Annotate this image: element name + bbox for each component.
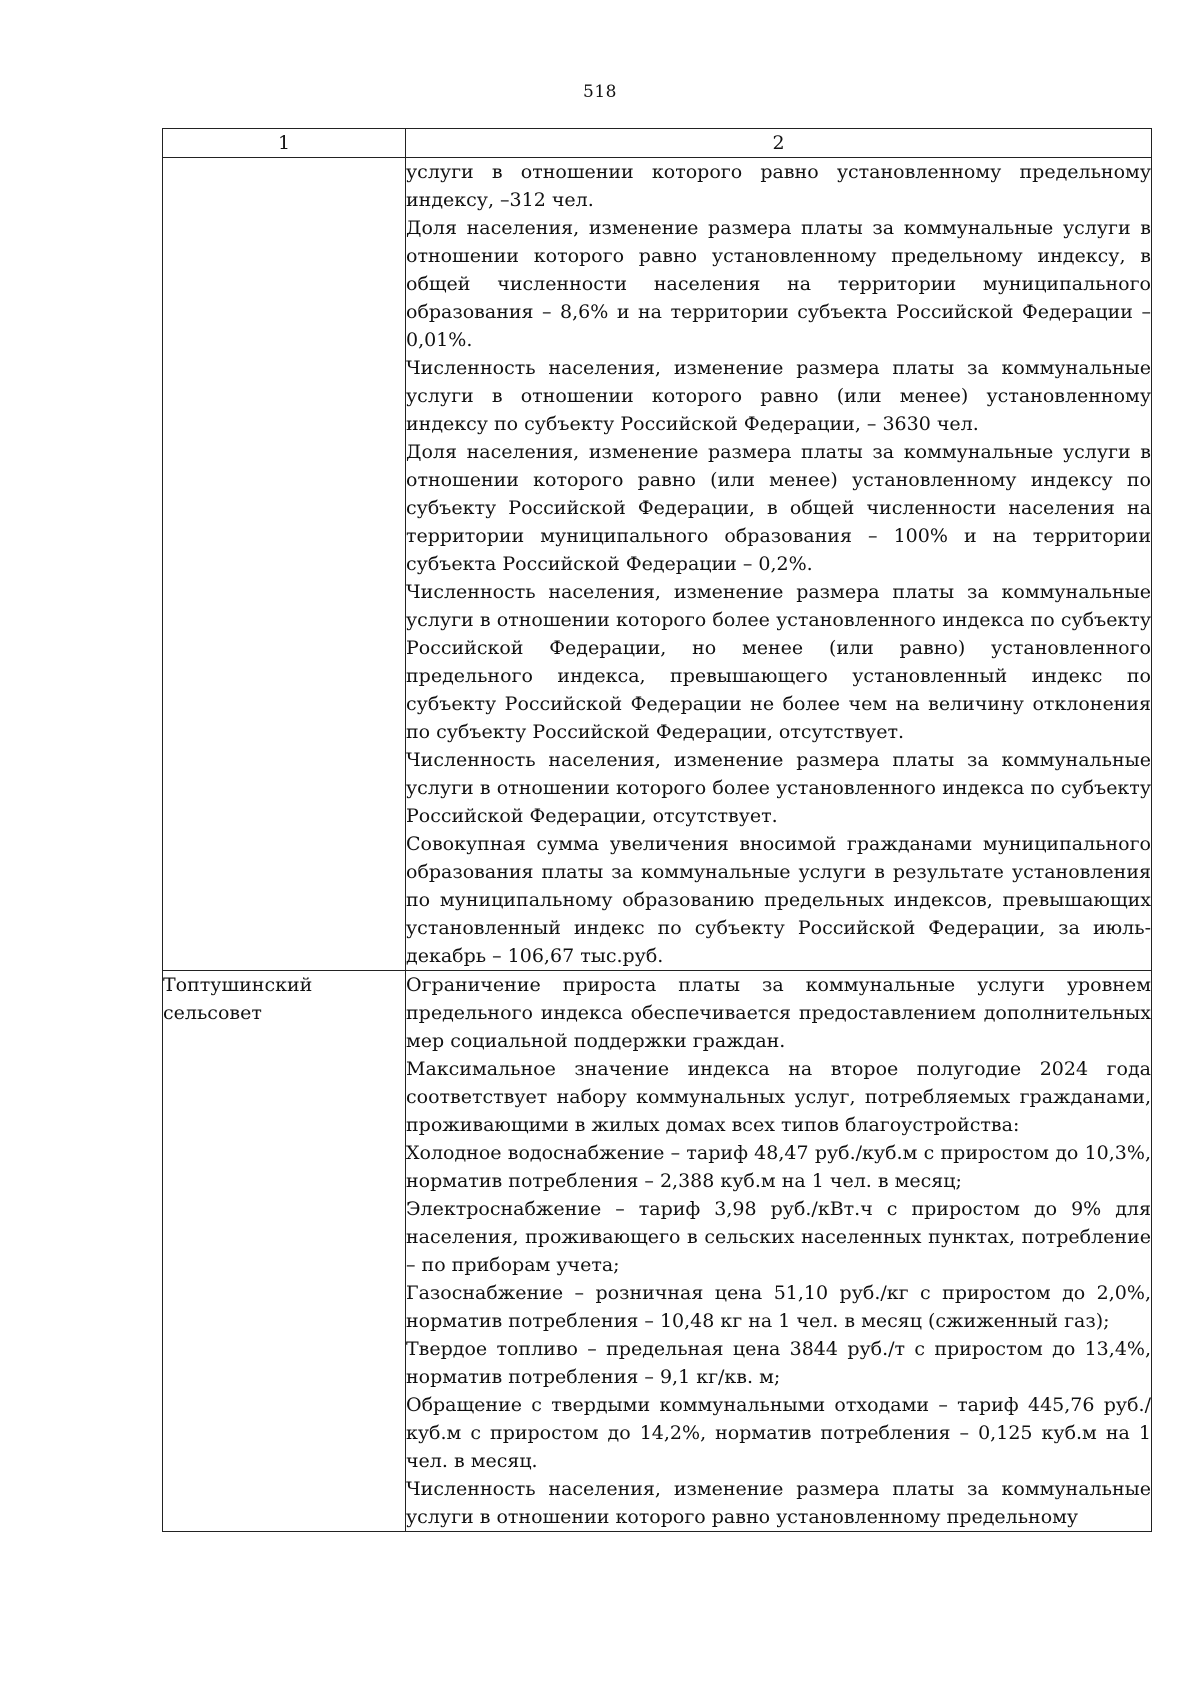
paragraph: Электроснабжение – тариф 3,98 руб./кВт.ч с приростом до 9% для населения, проживающего в сельских населенных пунктах, потребление – по приборам учета; [406,1198,1151,1276]
paragraph: Максимальное значение индекса на второе полугодие 2024 года соответствует набору коммунальных услуг, потребляемых гражданами, проживающими в жилых домах всех типов благоустройства: [406,1058,1151,1136]
description-cell [406,971,1152,1532]
page-number: 518 [583,82,617,102]
municipality-name-cell [163,158,406,971]
paragraph: услуги в отношении которого равно установленному предельному индексу, –312 чел. [406,161,1151,211]
paragraph: Доля населения, изменение размера платы за коммунальные услуги в отношении которого равно установленному предельному индексу, в общей численности населения на территории муниципального образования – 8,6% и на территории субъекта Российской Федерации – 0,01%. [406,217,1151,351]
paragraph: Холодное водоснабжение – тариф 48,47 руб./куб.м с приростом до 10,3%, норматив потребления – 2,388 куб.м на 1 чел. в месяц; [406,1142,1151,1192]
municipality-name: Топтушинский сельсовет [163,974,313,1024]
description-cell [406,158,1152,971]
paragraph: Численность населения, изменение размера платы за коммунальные услуги в отношении которого более установленного индекса по субъекту Российской Федерации, отсутствует. [406,749,1151,827]
paragraph: Численность населения, изменение размера платы за коммунальные услуги в отношении которого равно установленному предельному [406,1478,1151,1528]
document-table [162,128,1152,1532]
table-row [163,971,1152,1532]
paragraph: Газоснабжение – розничная цена 51,10 руб./кг с приростом до 2,0%, норматив потребления – 10,48 кг на 1 чел. в месяц (сжиженный газ); [406,1282,1151,1332]
paragraph: Обращение с твердыми коммунальными отходами – тариф 445,76 руб./куб.м с приростом до 14,2%, норматив потребления – 0,125 куб.м на 1 чел. в месяц. [406,1394,1151,1472]
table-row [163,158,1152,971]
municipality-name-cell [163,971,406,1532]
paragraph: Твердое топливо – предельная цена 3844 руб./т с приростом до 13,4%, норматив потребления – 9,1 кг/кв. м; [406,1338,1151,1388]
paragraph: Доля населения, изменение размера платы за коммунальные услуги в отношении которого равно (или менее) установленному индексу по субъекту Российской Федерации, в общей численности населения на территории муниципального образования – 100% и на территории субъекта Российской Федерации – 0,2%. [406,441,1151,575]
paragraph: Численность населения, изменение размера платы за коммунальные услуги в отношении которого равно (или менее) установленному индексу по субъекту Российской Федерации, – 3630 чел. [406,357,1151,435]
paragraph: Ограничение прироста платы за коммунальные услуги уровнем предельного индекса обеспечивается предоставлением дополнительных мер социальной поддержки граждан. [406,974,1151,1052]
table-header-row [163,129,1152,158]
column-header-2: 2 [406,129,1152,158]
paragraph: Совокупная сумма увеличения вносимой гражданами муниципального образования платы за коммунальные услуги в результате установления по муниципальному образованию предельных индексов, превышающих установленный индекс по субъекту Российской Федерации, за июль-декабрь – 106,67 тыс.руб. [406,833,1151,967]
paragraph: Численность населения, изменение размера платы за коммунальные услуги в отношении которого более установленного индекса по субъекту Российской Федерации, но менее (или равно) установленного предельного индекса, превышающего установленный индекс по субъекту Российской Федерации не более чем на величину отклонения по субъекту Российской Федерации, отсутствует. [406,581,1151,743]
column-header-1: 1 [163,129,406,158]
